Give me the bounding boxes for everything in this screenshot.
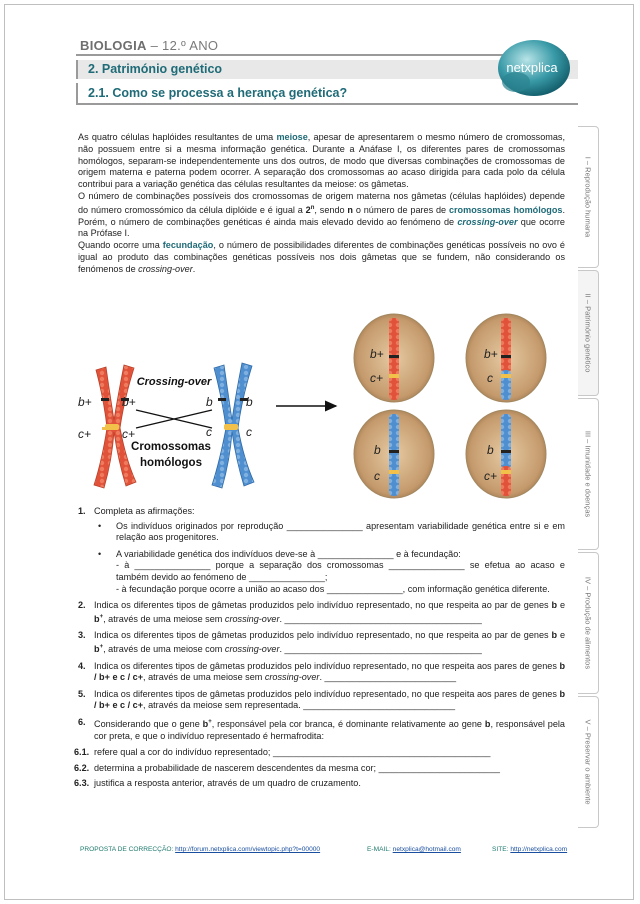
gene-label: b+ xyxy=(78,395,92,409)
gamete-cell-4 xyxy=(466,410,546,498)
homologs-label-2: homólogos xyxy=(140,457,202,469)
intro-paragraph-3: Quando ocorre uma fecundação, o número de possibilidades diferentes de combinações genéticas possíveis no ovo é igual ao produto das combinações genéticas possíveis nos dois gâmetas que se fundem, não considerando os fenómenos de crossing-over. xyxy=(78,240,565,274)
intro-paragraph-2: O número de combinações possíveis dos cromossomas de origem materna nos gâmetas (células haplóides) depende do número cromossómico da célula diplóide e é igual a 2$^n$, sendo n o número de pares de cromossomas homólogos. Porém, o número de combinações genéticas é ainda mais elevado devido ao fenómeno de crossing-over que ocorre na Prófase I. xyxy=(78,190,565,239)
statement-2-b: - à fecundação porque ocorre a união ao acaso dos _______________, com informação genética diferente. xyxy=(116,583,550,594)
statement-1: • Os indivíduos originados por reprodução _______________ apresentam variabilidade genética entre si e em relação aos progenitores. xyxy=(98,520,565,543)
intro-paragraph-1: As quatro células haplóides resultantes de uma meiose, apesar de apresentarem o mesmo número de cromossomas, não possuem entre si a mesma informação genética. Durante a Anáfase I, os diferentes pares de cromossomas homólogos, separam-se independentemente uns dos outros, de modo que diversas combinações de cromossomas de origem materna e paterna podem ocorrer. A separação dos cromossomas ao acaso dirigida para cada polo da célula contribui para a variação genética das células resultantes da meiose: os gâmetas. xyxy=(78,132,565,190)
svg-text:b+: b+ xyxy=(484,347,498,361)
side-tab-reproducao[interactable]: I – Reprodução humana xyxy=(578,126,599,268)
svg-text:c+: c+ xyxy=(370,371,384,385)
question-6: 6. Considerando que o gene b+, responsável pela cor branca, é dominante relativamente ao gene b, responsável pela cor preta, e que o indivíduo representado é hermafrodita: xyxy=(78,716,565,741)
email-link[interactable]: netxplica@hotmail.com xyxy=(392,846,461,853)
svg-text:netxplica: netxplica xyxy=(506,60,558,75)
subsection-heading: 2.1. Como se processa a herança genética? xyxy=(76,83,578,105)
svg-text:b: b xyxy=(487,443,494,457)
question-6-2: 6.2. determina a probabilidade de nascerem descendentes da mesma cor; ________________________ xyxy=(74,762,500,773)
gene-label: c xyxy=(246,425,252,439)
statement-2: • A variabilidade genética dos indivíduos deve-se à _______________ e à fecundação: xyxy=(98,548,461,559)
netxplica-logo[interactable] xyxy=(494,38,570,98)
exercise-list xyxy=(74,506,565,794)
svg-text:c: c xyxy=(374,469,380,483)
gamete-cell-1 xyxy=(354,314,434,402)
header-subject: BIOLOGIA – 12.º ANO xyxy=(80,38,219,53)
question-6-3: 6.3. justifica a resposta anterior, através de um quadro de cruzamento. xyxy=(74,778,361,789)
gamete-cell-2 xyxy=(466,314,546,402)
site-link[interactable]: http://netxplica.com xyxy=(510,846,568,853)
side-tab-producao[interactable]: IV – Produção de alimentos xyxy=(578,552,599,694)
gene-label: c xyxy=(206,425,212,439)
header-rule xyxy=(76,54,566,56)
svg-text:c: c xyxy=(487,371,493,385)
question-4: 4. Indica os diferentes tipos de gâmetas produzidos pelo indivíduo representado, no que respeita aos pares de genes b / b+ e c / c+, através de uma meiose sem crossing-over. __________________________ xyxy=(78,660,565,683)
gene-label: b+ xyxy=(122,395,136,409)
side-tab-imunidade[interactable]: III – Imunidade e doenças xyxy=(578,398,599,550)
homologs-label-1: Cromossomas xyxy=(131,441,211,453)
intro-text xyxy=(78,132,565,276)
question-1: 1. Completa as afirmações: • Os indivíduos originados por reprodução _______________ apresentam variabilidade genética entre si e em relação aos progenitores. • A variabilidade genética dos indivíduos deve-se à _______________ e à fecundação: - à _______________ porque a separação dos cromossomas _______________ se efetua ao acaso e também devido ao fenómeno de _______________; - à fecundação porque ocorre a união ao acaso dos _______________, com informação genética diferente. xyxy=(78,506,565,594)
gamete-cell-3 xyxy=(354,410,434,498)
correction-link[interactable]: http://forum.netxplica.com/viewtopic.php?t=00000 xyxy=(175,846,321,853)
section-heading: 2. Património genético xyxy=(76,60,578,79)
crossing-over-diagram xyxy=(74,310,574,500)
gene-label: c+ xyxy=(122,427,136,441)
svg-text:c+: c+ xyxy=(484,469,498,483)
svg-text:b: b xyxy=(374,443,381,457)
svg-text:b+: b+ xyxy=(370,347,384,361)
gene-label: b xyxy=(246,395,253,409)
gene-label: b xyxy=(206,395,213,409)
statement-2-a: - à _______________ porque a separação dos cromossomas _______________ se efetua ao acaso e também devido ao fenómeno de _______________; xyxy=(116,560,565,582)
question-5: 5. Indica os diferentes tipos de gâmetas produzidos pelo indivíduo representado, no que respeita aos pares de genes b / b+ e c / c+, através da meiose sem representada. ______________________________ xyxy=(78,688,565,711)
side-tab-patrimonio[interactable]: II – Património genético xyxy=(578,270,599,396)
question-3: 3. Indica os diferentes tipos de gâmetas produzidos pelo indivíduo representado, no que respeita ao par de genes b e b+, através de uma meiose com crossing-over. _______________________________________ xyxy=(78,630,565,654)
gene-label: c+ xyxy=(78,427,92,441)
side-tab-ambiente[interactable]: V – Preservar o ambiente xyxy=(578,696,599,828)
question-2: 2. Indica os diferentes tipos de gâmetas produzidos pelo indivíduo representado, no que respeita ao par de genes b e b+, através de uma meiose sem crossing-over. _______________________________________ xyxy=(78,600,565,624)
crossing-over-label: Crossing-over xyxy=(136,376,212,388)
question-6-1: 6.1. refere qual a cor do indivíduo representado; ___________________________________________ xyxy=(74,747,491,758)
